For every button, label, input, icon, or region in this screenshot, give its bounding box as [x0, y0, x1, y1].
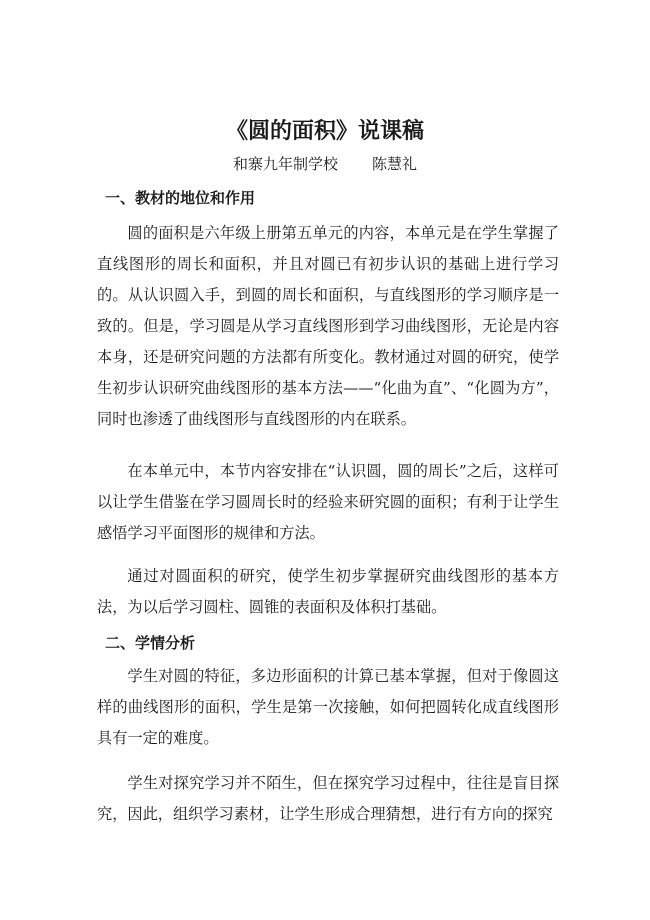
- byline: [0, 152, 650, 176]
- section-heading-2: 二、学情分析: [105, 634, 196, 652]
- page-title: 《圆的面积》说课稿: [225, 118, 424, 144]
- paragraph-1-2: 在本单元中，本节内容安排在“认识圆，圆的周长”之后，这样可以让学生借鉴在学习圆周长时的经验来研究圆的面积；有利于让学生感悟学习平面图形的规律和方法。: [97, 462, 559, 542]
- paragraph-2-2: 学生对探究学习并不陌生，但在探究学习过程中，往往是盲目探究，因此，组织学习素材，让学生形成合理猜想，进行有方向的探究: [97, 774, 559, 823]
- author-name: 陈慧礼: [372, 155, 418, 173]
- paragraph-2-1: 学生对圆的特征，多边形面积的计算已基本掌握，但对于像圆这样的曲线图形的面积，学生是第一次接触，如何把圆转化成直线图形具有一定的难度。: [97, 667, 559, 747]
- school-name: 和寨九年制学校: [232, 155, 338, 173]
- section-heading-1: 一、教材的地位和作用: [105, 189, 256, 207]
- paragraph-1-1: 圆的面积是六年级上册第五单元的内容，本单元是在学生掌握了直线图形的周长和面积，并且对圆已有初步认识的基础上进行学习的。从认识圆入手，到圆的周长和面积，与直线图形的学习顺序是一致的。但是，学习圆是从学习直线图形到学习曲线图形，无论是内容本身，还是研究问题的方法都有所变化。教材通过对圆的研究，使学生初步认识研究曲线图形的基本方法——“化曲为直”、“化圆为方”，同时也渗透了曲线图形与直线图形的内在联系。: [97, 224, 559, 428]
- paragraph-1-3: 通过对圆面积的研究，使学生初步掌握研究曲线图形的基本方法，为以后学习圆柱、圆锥的表面积及体积打基础。: [97, 567, 559, 616]
